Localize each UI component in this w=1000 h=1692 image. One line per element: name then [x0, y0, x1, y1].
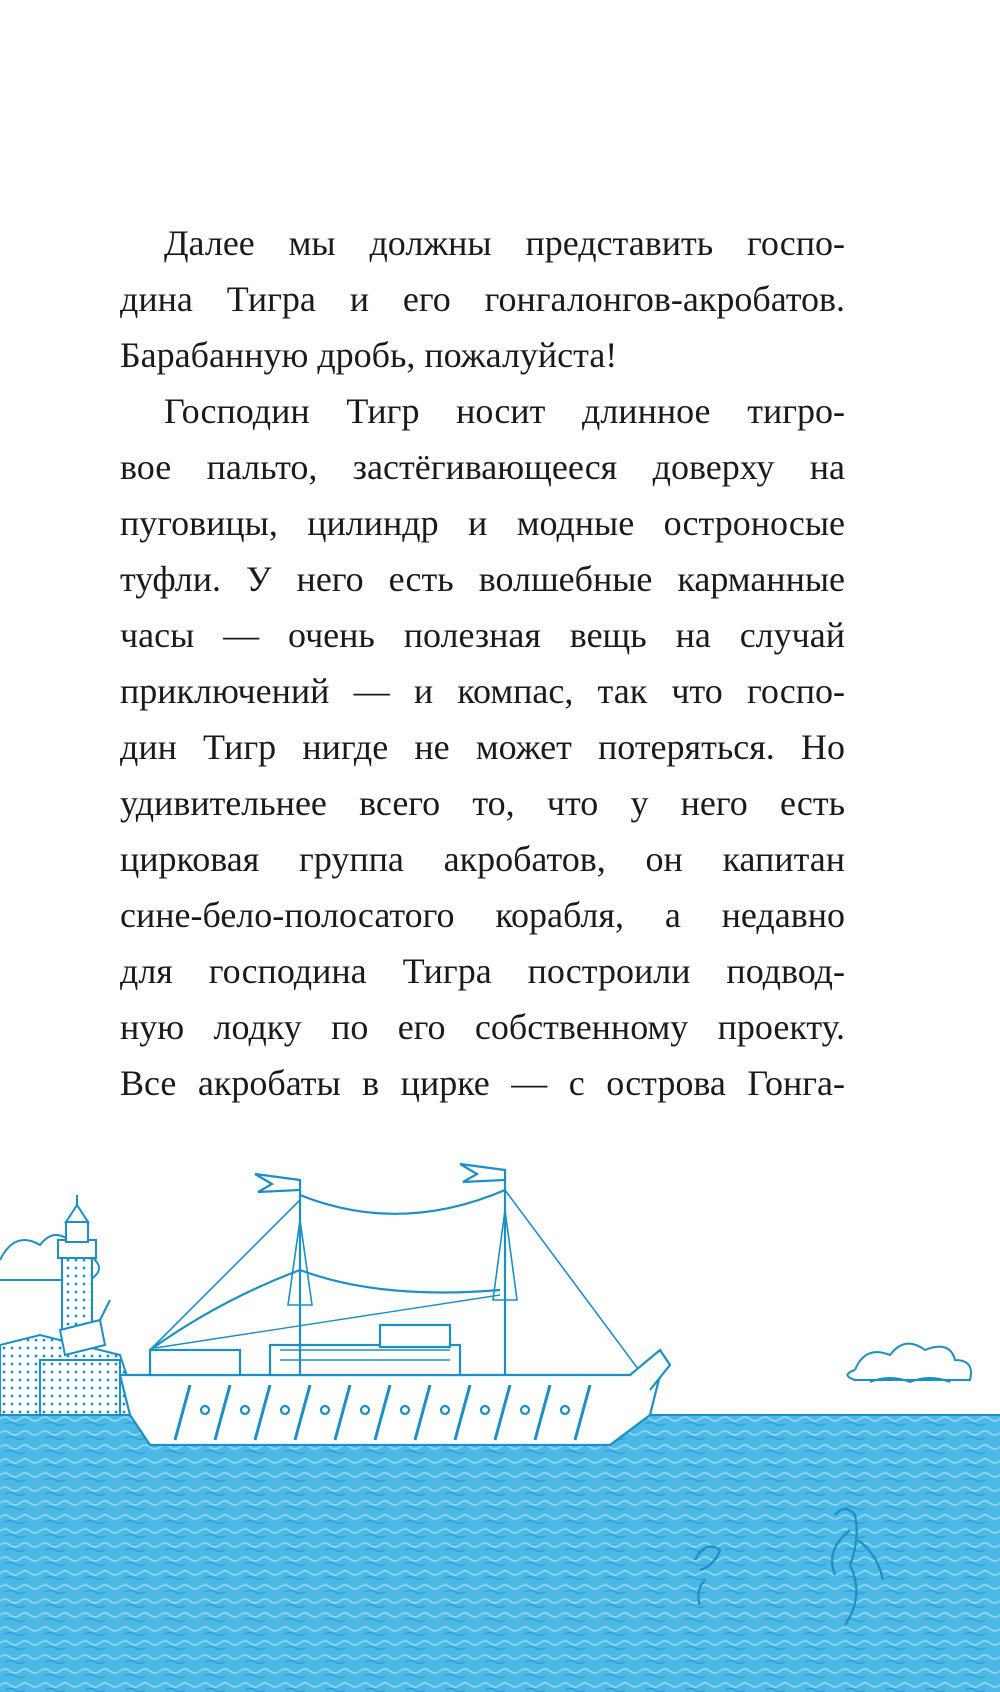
text-line: цирковая группа акробатов, он капитан: [120, 839, 845, 879]
text-line: часы — очень полезная вещь на случай: [120, 615, 845, 655]
text-line: вое пальто, застёгивающееся доверху на: [120, 447, 845, 487]
body-text: [120, 215, 845, 1111]
text-line: Барабанную дробь, пожалуйста!: [120, 335, 618, 375]
text-line: Все акробаты в цирке — с острова Гонга-: [120, 1063, 845, 1103]
text-line: дин Тигр нигде не может потеряться. Но: [120, 727, 845, 767]
text-line: Далее мы должны представить госпо-: [164, 223, 845, 263]
text-line: удивительнее всего то, что у него есть: [120, 783, 845, 823]
text-line: приключений — и компас, так что госпо-: [120, 671, 845, 711]
text-line: туфли. У него есть волшебные карманные: [120, 559, 845, 599]
sea: [0, 1415, 1000, 1692]
text-line: ную лодку по его собственному проекту.: [120, 1007, 845, 1047]
text-line: для господина Тигра построили подвод-: [120, 951, 845, 991]
text-line: пуговицы, цилиндр и модные остроносые: [120, 503, 845, 543]
ship: [120, 1164, 670, 1445]
text-line: дина Тигра и его гонгалонгов-акробатов.: [120, 279, 845, 319]
ship-harbor-illustration: [0, 1160, 1000, 1692]
flag-icon: [255, 1174, 300, 1192]
flag-icon: [460, 1164, 505, 1182]
text-line: Господин Тигр носит длинное тигро-: [164, 391, 845, 431]
cloud-icon: [848, 1344, 972, 1382]
text-line: сине-бело-полосатого корабля, а недавно: [120, 895, 845, 935]
